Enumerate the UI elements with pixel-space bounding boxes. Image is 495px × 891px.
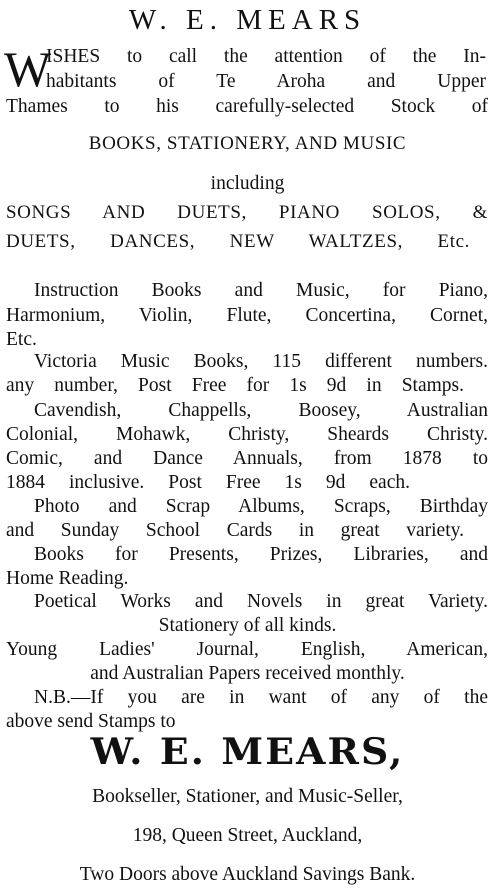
item-line: Instruction Books and Music, for Piano, [34, 280, 488, 301]
item-line: Books for Presents, Prizes, Libraries, and [34, 544, 488, 565]
footer-trade: Bookseller, Stationer, and Music-Seller, [92, 786, 403, 807]
intro-line-3: Thames to his carefully-selected Stock of [6, 96, 488, 117]
stock-line-2: DUETS, DANCES, NEW WALTZES, Etc. [6, 231, 470, 252]
item-line: Harmonium, Violin, Flute, Concertina, Cornet, [6, 305, 488, 326]
item-line: Victoria Music Books, 115 different numbers. [34, 351, 488, 372]
item-line: Poetical Works and Novels in great Variety. [34, 591, 488, 612]
item-line: Young Ladies' Journal, English, American, [6, 639, 488, 660]
item-line: Comic, and Dance Annuals, from 1878 to [6, 448, 488, 469]
footer-location: Two Doors above Auckland Savings Bank. [79, 864, 416, 885]
item-line: and Australian Papers received monthly. [90, 663, 405, 684]
item-line: Etc. [6, 329, 37, 350]
stock-line-1: SONGS AND DUETS, PIANO SOLOS, & [6, 202, 488, 223]
stock-heading: BOOKS, STATIONERY, AND MUSIC [88, 133, 407, 154]
item-line: Stationery of all kinds. [158, 615, 337, 636]
item-line: Photo and Scrap Albums, Scraps, Birthday [34, 496, 488, 517]
footer-name: W. E. MEARS, [90, 731, 405, 773]
item-line: any number, Post Free for 1s 9d in Stamps. [6, 375, 464, 396]
drop-cap: W [4, 41, 52, 97]
header-name: W. E. MEARS [128, 4, 367, 36]
item-line: Colonial, Mohawk, Christy, Sheards Christy. [6, 424, 488, 445]
item-line: Cavendish, Chappells, Boosey, Australian [34, 400, 488, 421]
item-line: Home Reading. [6, 568, 129, 589]
item-line: 1884 inclusive. Post Free 1s 9d each. [6, 472, 410, 493]
intro-line-1: ISHES to call the attention of the In- [46, 46, 486, 67]
item-line: and Sunday School Cards in great variety. [6, 520, 464, 541]
item-line: N.B.—If you are in want of any of the [34, 687, 488, 708]
stock-including: including [210, 173, 285, 194]
intro-line-2: habitants of Te Aroha and Upper [46, 71, 486, 92]
item-line: above send Stamps to [6, 711, 176, 732]
footer-address: 198, Queen Street, Auckland, [132, 825, 363, 846]
